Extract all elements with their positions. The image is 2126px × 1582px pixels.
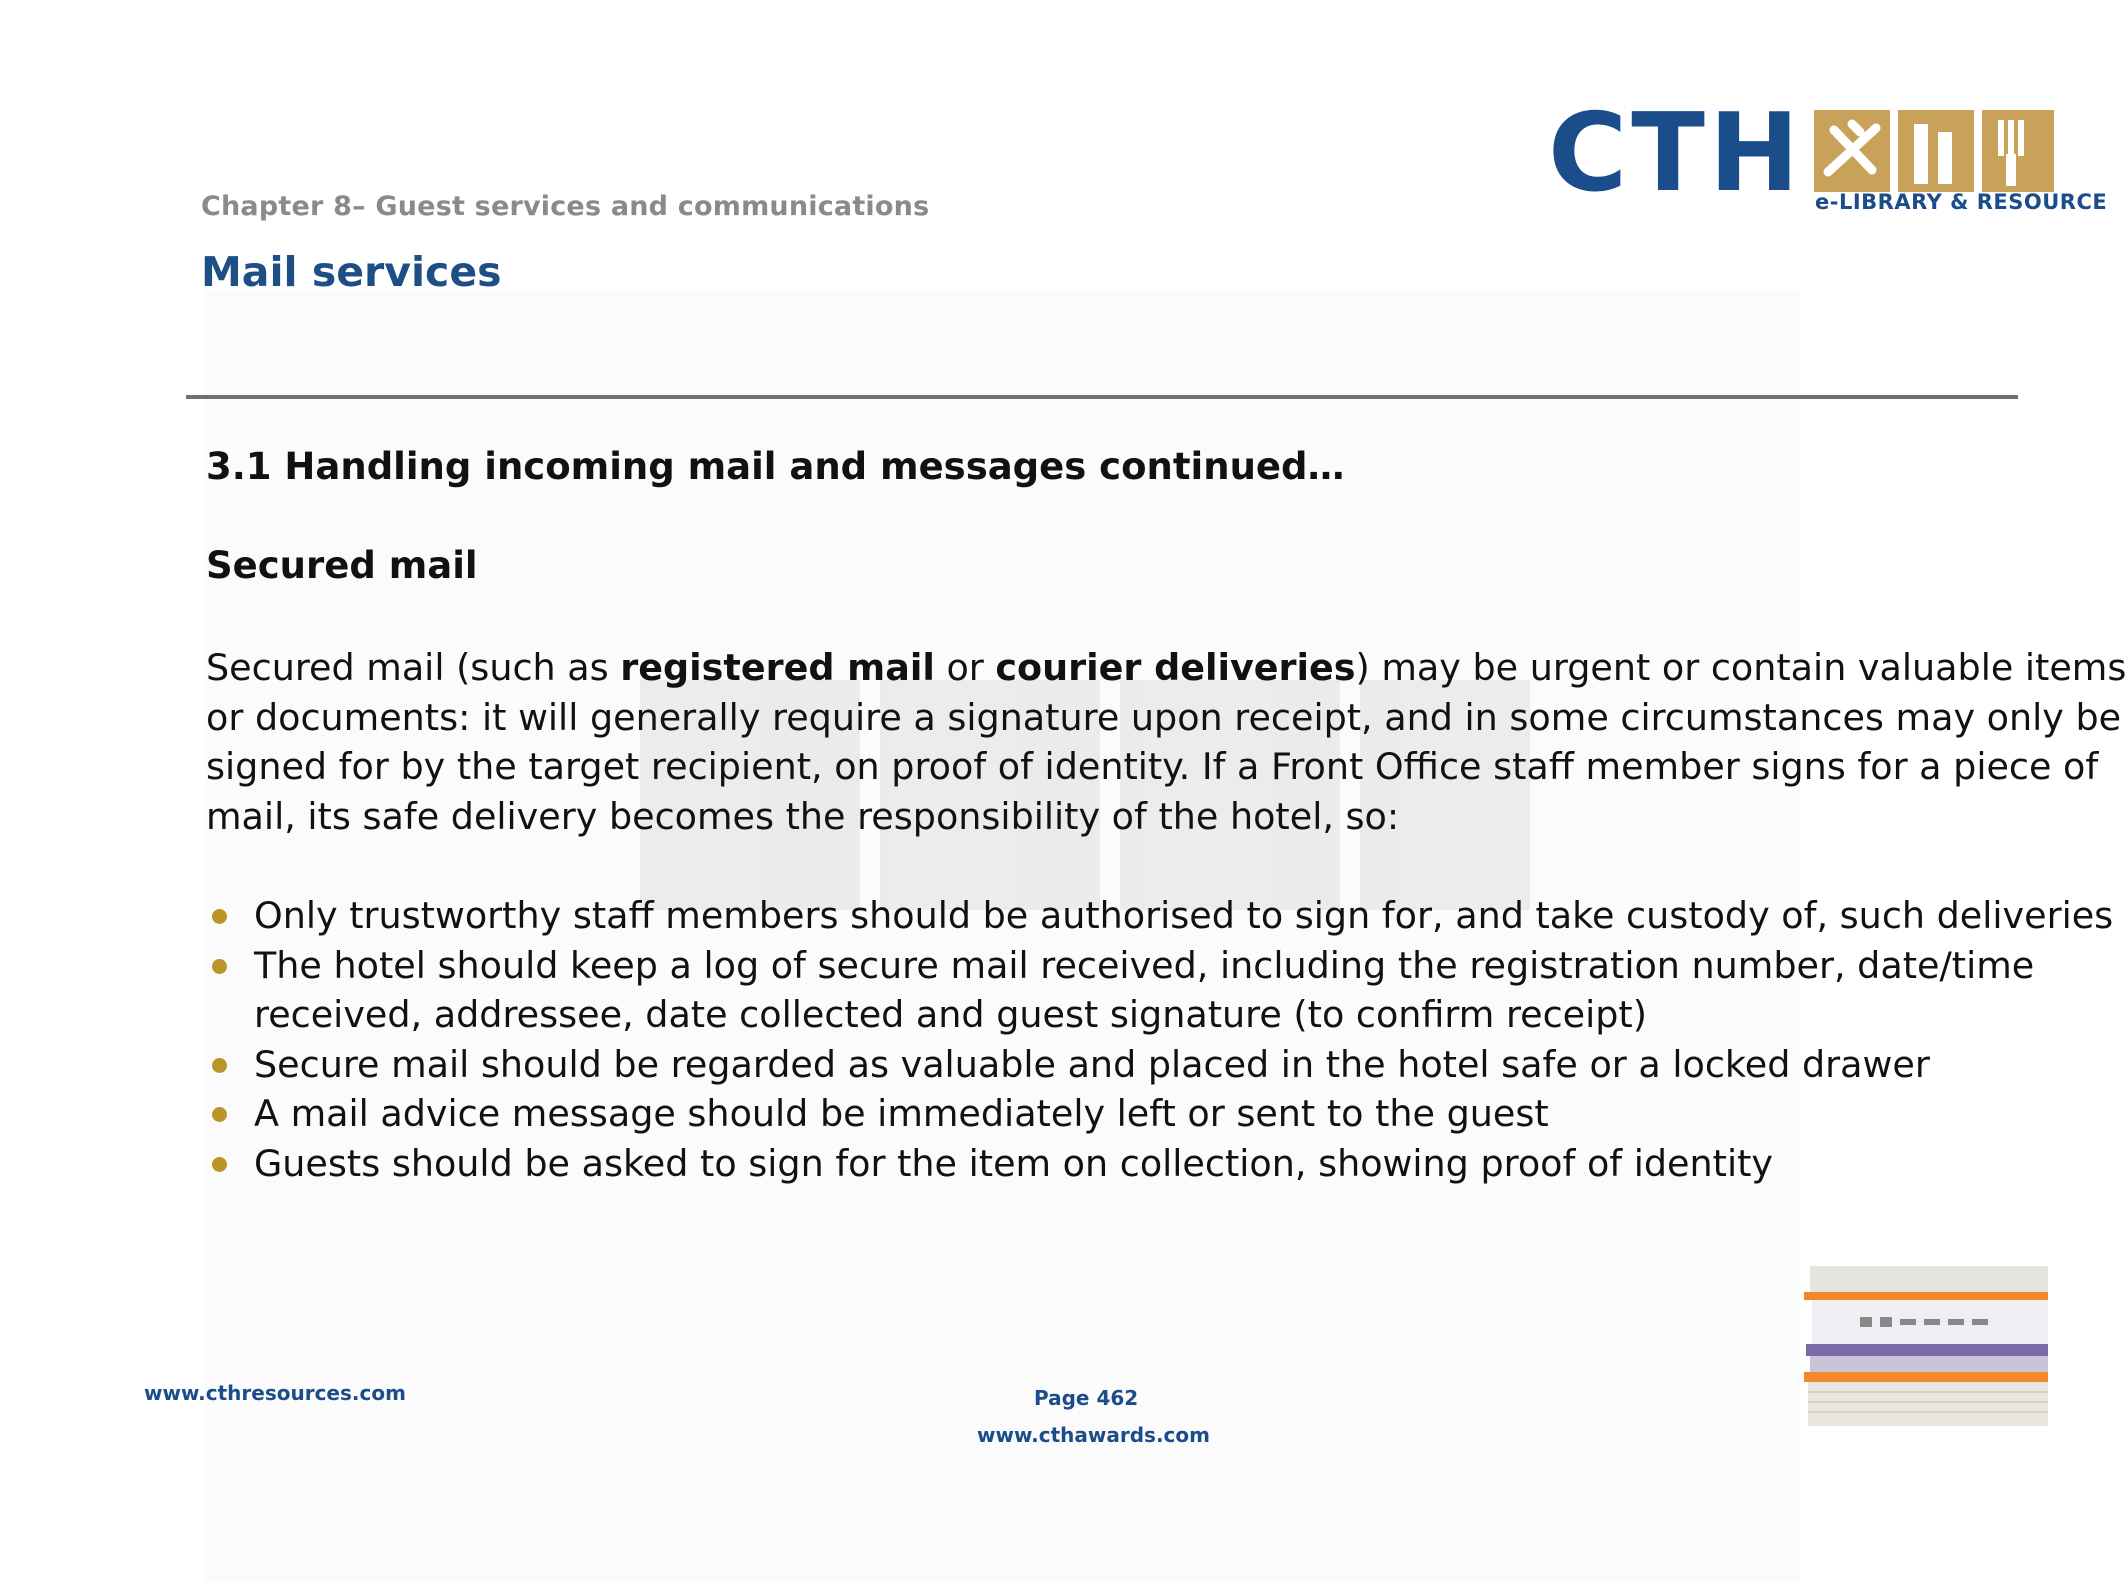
emphasis-courier-deliveries: courier deliveries bbox=[995, 646, 1356, 689]
page-title: Mail services bbox=[201, 248, 502, 296]
paragraph-text: ) may be urgent or contain valuable items bbox=[1355, 646, 2126, 689]
footer-resources-link[interactable]: www.cthresources.com bbox=[144, 1381, 406, 1405]
paragraph-line-3: signed for by the target recipient, on proof of identity. If a Front Office staff member signs for a piece of bbox=[206, 745, 2099, 788]
paragraph-line-4: mail, its safe delivery becomes the responsibility of the hotel, so: bbox=[206, 794, 1400, 838]
bullet-icon bbox=[212, 1058, 227, 1073]
bullet-icon bbox=[212, 1107, 227, 1122]
list-item-text: The hotel should keep a log of secure mail received, including the registration number, date/time bbox=[254, 943, 2035, 987]
list-item-text: Secure mail should be regarded as valuable and placed in the hotel safe or a locked drawer bbox=[254, 1042, 1930, 1086]
bullet-icon bbox=[212, 909, 227, 924]
list-item bbox=[206, 1089, 2026, 1139]
logo-text: CTH bbox=[1548, 91, 1804, 216]
paragraph-text: Secured mail (such as bbox=[206, 646, 621, 689]
list-item-text-continued: received, addressee, date collected and guest signature (to confirm receipt) bbox=[254, 993, 1647, 1036]
section-heading: 3.1 Handling incoming mail and messages continued… bbox=[206, 445, 1345, 488]
paragraph-line-2: or documents: it will generally require a signature upon receipt, and in some circumstances may only be bbox=[206, 695, 2122, 739]
footer-awards-link[interactable]: www.cthawards.com bbox=[977, 1423, 1210, 1447]
paragraph-line-1 bbox=[206, 643, 2126, 693]
sub-heading: Secured mail bbox=[206, 544, 478, 587]
cth-logo bbox=[1548, 91, 2108, 220]
chapter-label: Chapter 8– Guest services and communications bbox=[201, 191, 930, 222]
list-item bbox=[206, 941, 2035, 1040]
list-item bbox=[206, 1139, 2026, 1189]
list-item-text: Guests should be asked to sign for the item on collection, showing proof of identity bbox=[254, 1141, 1773, 1185]
logo-tiles-icon bbox=[1814, 110, 2054, 192]
header-divider bbox=[186, 395, 2018, 399]
bullet-icon bbox=[212, 1157, 227, 1172]
bullet-icon bbox=[212, 959, 227, 974]
list-item bbox=[206, 1040, 2026, 1090]
list-item-text: A mail advice message should be immediately left or sent to the guest bbox=[254, 1092, 1549, 1135]
emphasis-registered-mail: registered mail bbox=[620, 646, 935, 689]
logo-subtitle: e-LIBRARY & RESOURCE bbox=[1815, 190, 2108, 214]
list-item bbox=[206, 891, 2114, 941]
bullet-list bbox=[206, 891, 2114, 1188]
list-item-text: Only trustworthy staff members should be authorised to sign for, and take custody of, such deliveries bbox=[254, 894, 2114, 937]
body-paragraph bbox=[206, 643, 2126, 841]
page-number: Page 462 bbox=[1034, 1386, 1139, 1410]
book-stack-image bbox=[1800, 1262, 2048, 1432]
paragraph-text: or bbox=[934, 646, 996, 689]
